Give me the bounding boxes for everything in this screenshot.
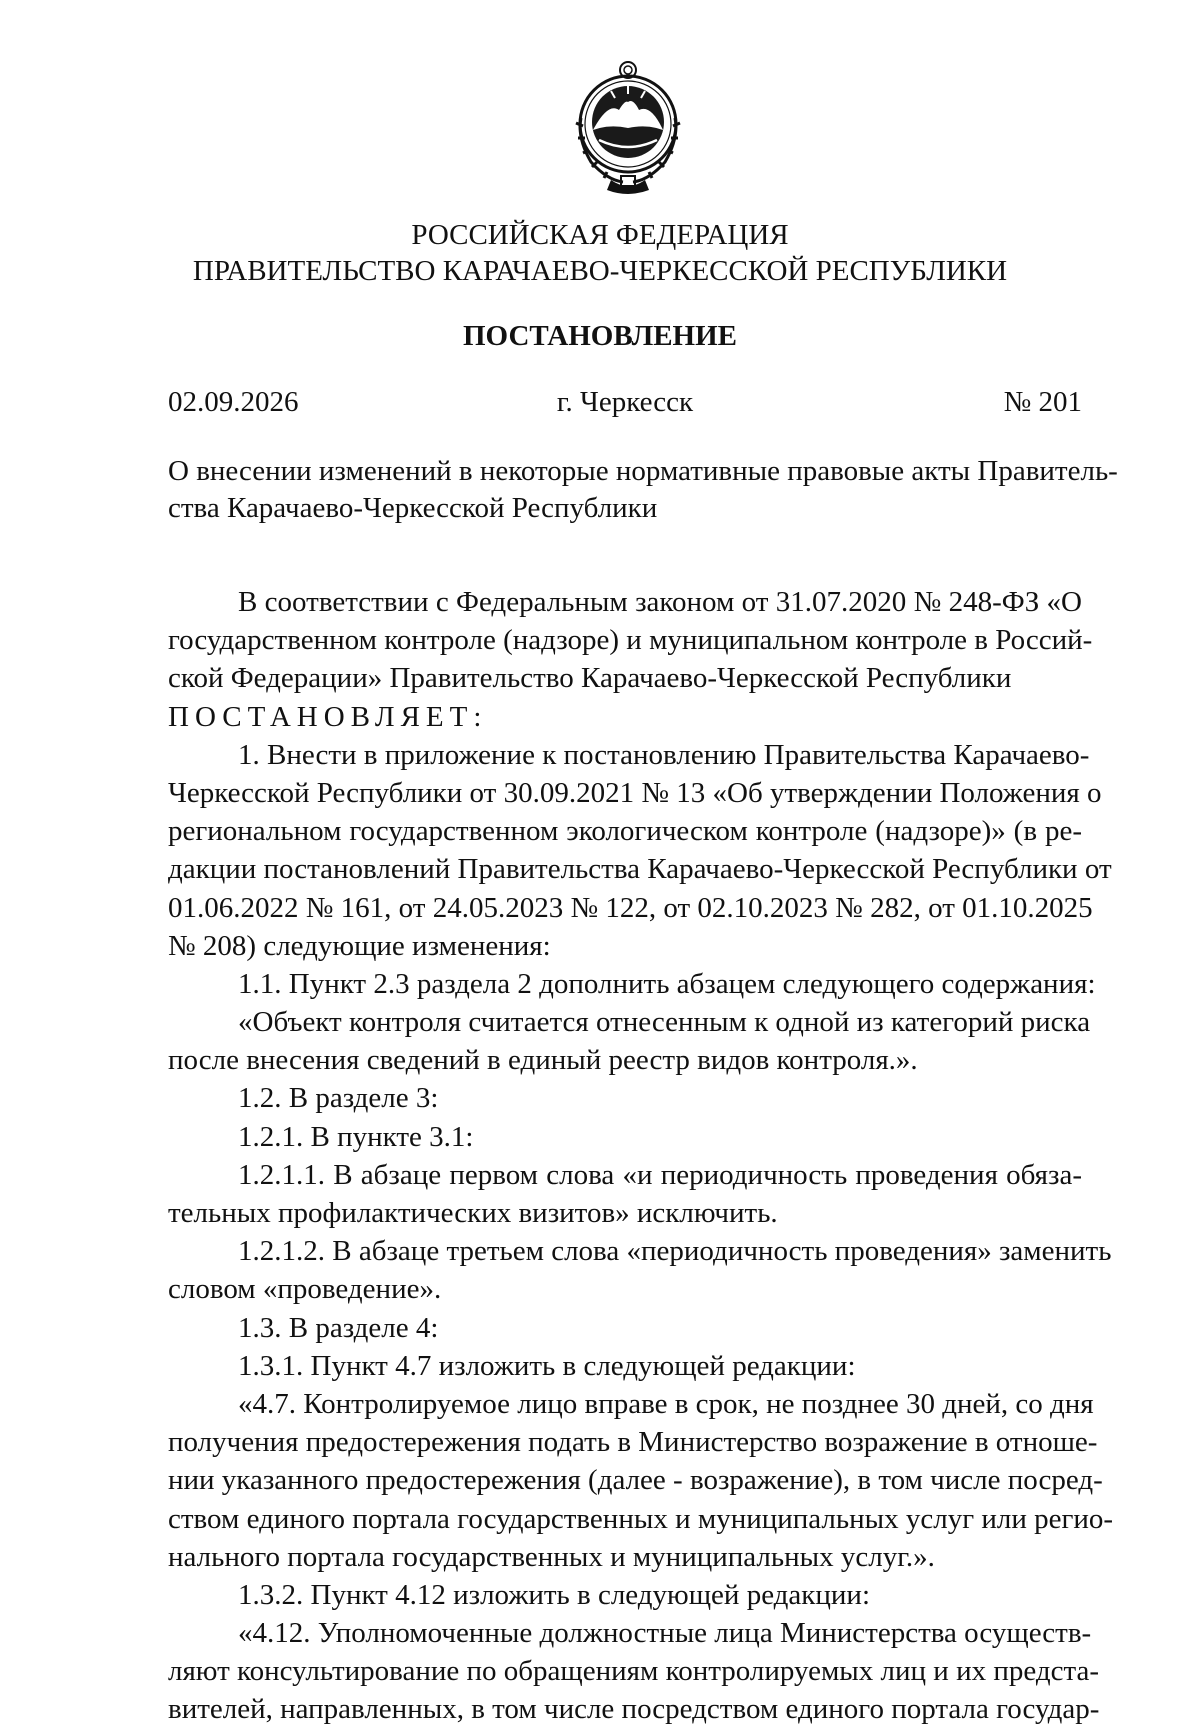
body-line: ской Федерации» Правительство Карачаево-Черкесской Республики [168, 662, 1012, 695]
body-line: 1.3.2. Пункт 4.12 изложить в следующей редакции: [238, 1578, 871, 1611]
body-line: 1.3.1. Пункт 4.7 изложить в следующей редакции: [238, 1349, 856, 1382]
body-line: 01.06.2022 № 161, от 24.05.2023 № 122, от 02.10.2023 № 282, от 01.10.2025 [168, 891, 1093, 924]
document-body [168, 583, 1114, 1729]
body-line: «4.12. Уполномоченные должностные лица Министерства осуществ- [238, 1617, 1092, 1650]
body-line: дакции постановлений Правительства Карачаево-Черкесской Республики от [168, 853, 1112, 886]
body-line: «4.7. Контролируемое лицо вправе в срок, не позднее 30 дней, со дня [238, 1387, 1094, 1420]
body-line: 1.3. В разделе 4: [238, 1311, 439, 1344]
body-line: 1.2.1.2. В абзаце третьем слова «периодичность проведения» заменить [238, 1235, 1112, 1268]
body-line: государственном контроле (надзоре) и муниципальном контроле в Россий- [168, 624, 1093, 657]
body-line: ством единого портала государственных и муниципальных услуг или регио- [168, 1502, 1114, 1535]
subject-line: О внесении изменений в некоторые нормативные правовые акты Правитель- [168, 455, 1118, 487]
body-line: словом «проведение». [168, 1273, 442, 1306]
body-line-decree-word: ПОСТАНОВЛЯЕТ: [168, 700, 488, 733]
subject-line: ства Карачаево-Черкесской Республики [168, 492, 658, 524]
body-line: после внесения сведений в единый реестр видов контроля.». [168, 1044, 918, 1077]
coat-of-arms-icon [563, 58, 693, 198]
body-line: ляют консультирование по обращениям контролируемых лиц и их предста- [168, 1655, 1100, 1688]
document-type-title: ПОСТАНОВЛЕНИЕ [462, 320, 737, 352]
document-date: 02.09.2026 [168, 386, 299, 418]
body-line: 1. Внести в приложение к постановлению Правительства Карачаево- [238, 738, 1090, 771]
body-line: В соответствии с Федеральным законом от 31.07.2020 № 248-ФЗ «О [238, 586, 1082, 618]
body-line: региональном государственном экологическом контроле (надзоре)» (в ре- [168, 815, 1082, 848]
header-government: ПРАВИТЕЛЬСТВО КАРАЧАЕВО-ЧЕРКЕССКОЙ РЕСПУБЛИКИ [192, 255, 1008, 287]
body-line: 1.1. Пункт 2.3 раздела 2 дополнить абзацем следующего содержания: [238, 967, 1096, 1000]
body-line: получения предостережения подать в Министерство возражение в отноше- [168, 1426, 1098, 1459]
document-subject [168, 453, 1118, 527]
body-line: 1.2.1.1. В абзаце первом слова «и периодичность проведения обяза- [238, 1158, 1082, 1191]
body-line: тельных профилактических визитов» исключить. [168, 1197, 778, 1229]
body-line: нии указанного предостережения (далее - возражение), в том числе посред- [168, 1464, 1103, 1497]
header-country: РОССИЙСКАЯ ФЕДЕРАЦИЯ [411, 219, 789, 251]
document-meta-row [168, 385, 1082, 419]
document-number: № 201 [1003, 386, 1082, 418]
document-city: г. Черкесск [556, 386, 694, 418]
body-line: № 208) следующие изменения: [168, 929, 551, 962]
body-line: «Объект контроля считается отнесенным к одной из категорий риска [238, 1006, 1091, 1039]
body-line: Черкесской Республики от 30.09.2021 № 13 «Об утверждении Положения о [168, 776, 1102, 809]
body-line: 1.2. В разделе 3: [238, 1082, 439, 1115]
body-line: вителей, направленных, в том числе посредством единого портала государ- [168, 1693, 1100, 1726]
body-line: 1.2.1. В пункте 3.1: [238, 1120, 474, 1153]
body-line: нального портала государственных и муниципальных услуг.». [168, 1540, 935, 1573]
